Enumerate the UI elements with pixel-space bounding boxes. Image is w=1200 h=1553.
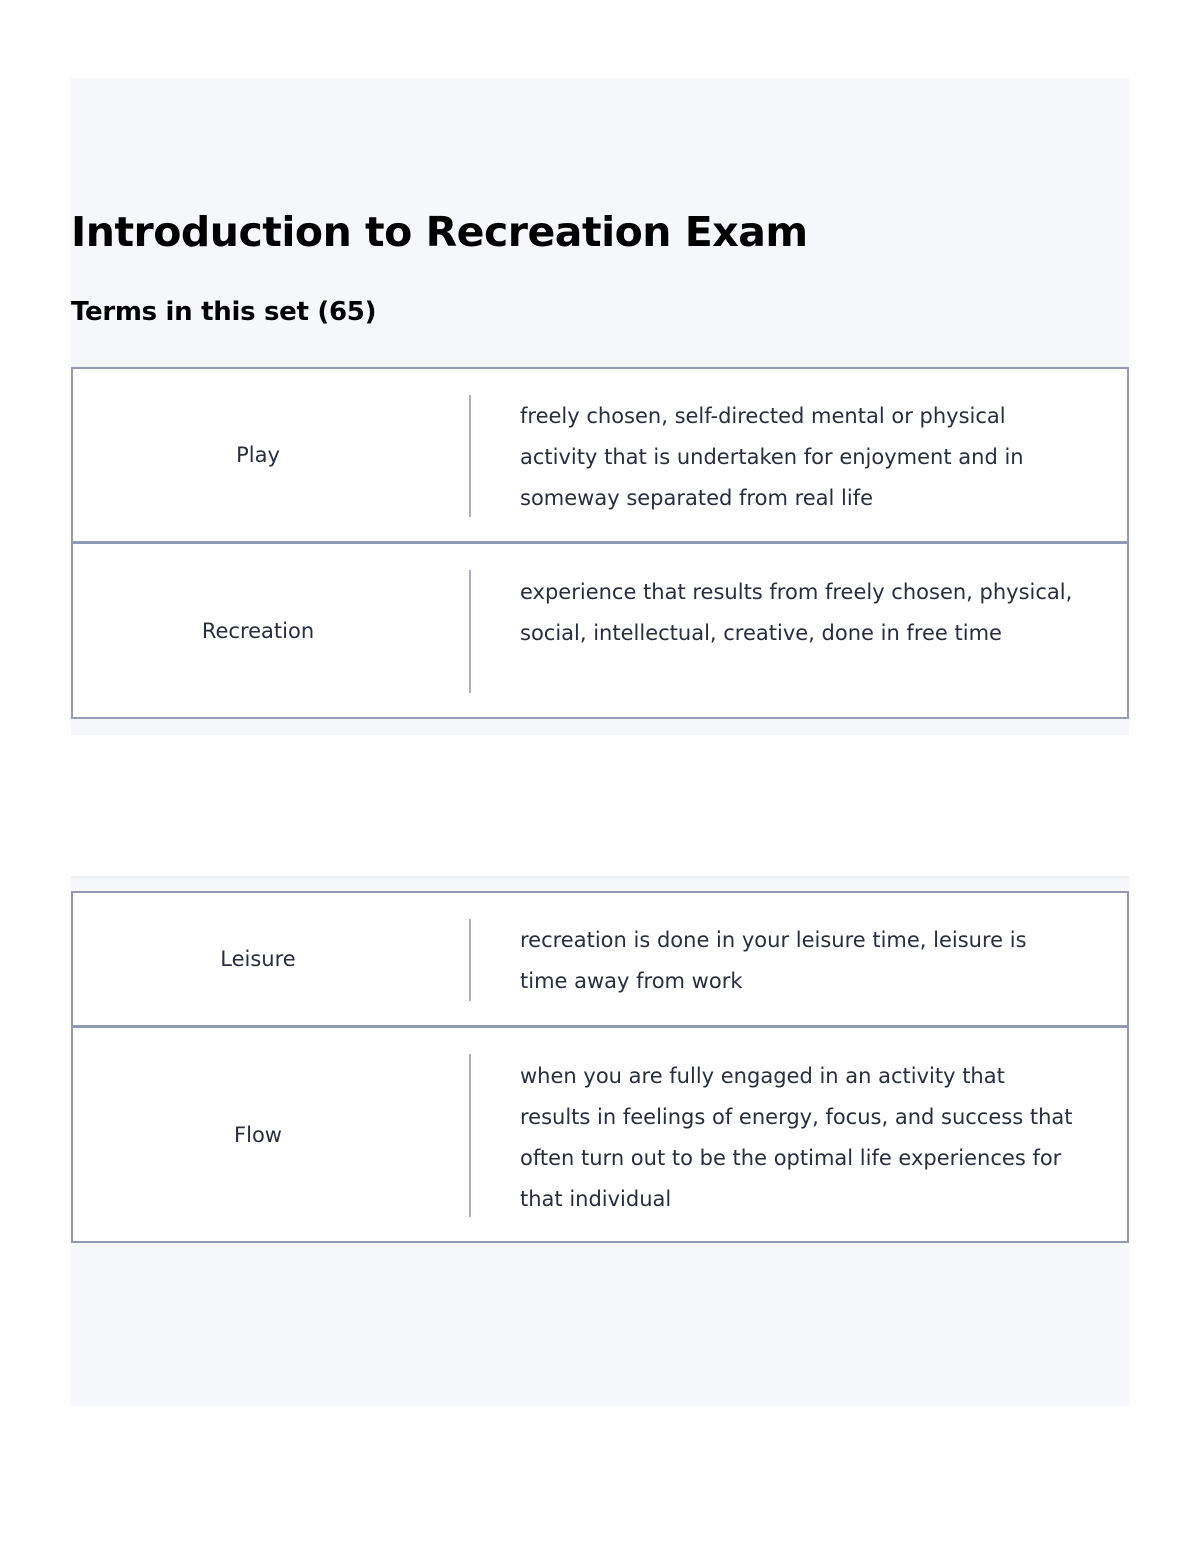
terms-count-heading: Terms in this set (65)	[71, 297, 377, 327]
term-text: Leisure	[220, 947, 296, 971]
definition-text: recreation is done in your leisure time, leisure is time away from work	[520, 928, 1027, 993]
term-card-recreation[interactable]	[71, 542, 1129, 719]
definition-text: when you are fully engaged in an activity that results in feelings of energy, focus, and success that often turn out to be the optimal life experiences for that individual	[520, 1064, 1073, 1211]
term-text: Recreation	[201, 618, 315, 643]
term-card-play[interactable]	[71, 367, 1129, 543]
term-card-leisure[interactable]	[71, 891, 1129, 1027]
page-title: Introduction to Recreation Exam	[71, 208, 808, 256]
card-divider	[469, 919, 471, 1001]
card-divider	[469, 395, 471, 517]
term-text: Flow	[234, 1122, 282, 1147]
term-text: Play	[236, 443, 280, 467]
term-card-flow[interactable]	[71, 1026, 1129, 1243]
definition-text: experience that results from freely chosen, physical, social, intellectual, creative, done in free time	[520, 580, 1073, 645]
card-divider	[469, 1054, 471, 1217]
card-divider	[469, 570, 471, 693]
definition-text: freely chosen, self-directed mental or physical activity that is undertaken for enjoyment and in someway separated from real life	[520, 404, 1024, 510]
